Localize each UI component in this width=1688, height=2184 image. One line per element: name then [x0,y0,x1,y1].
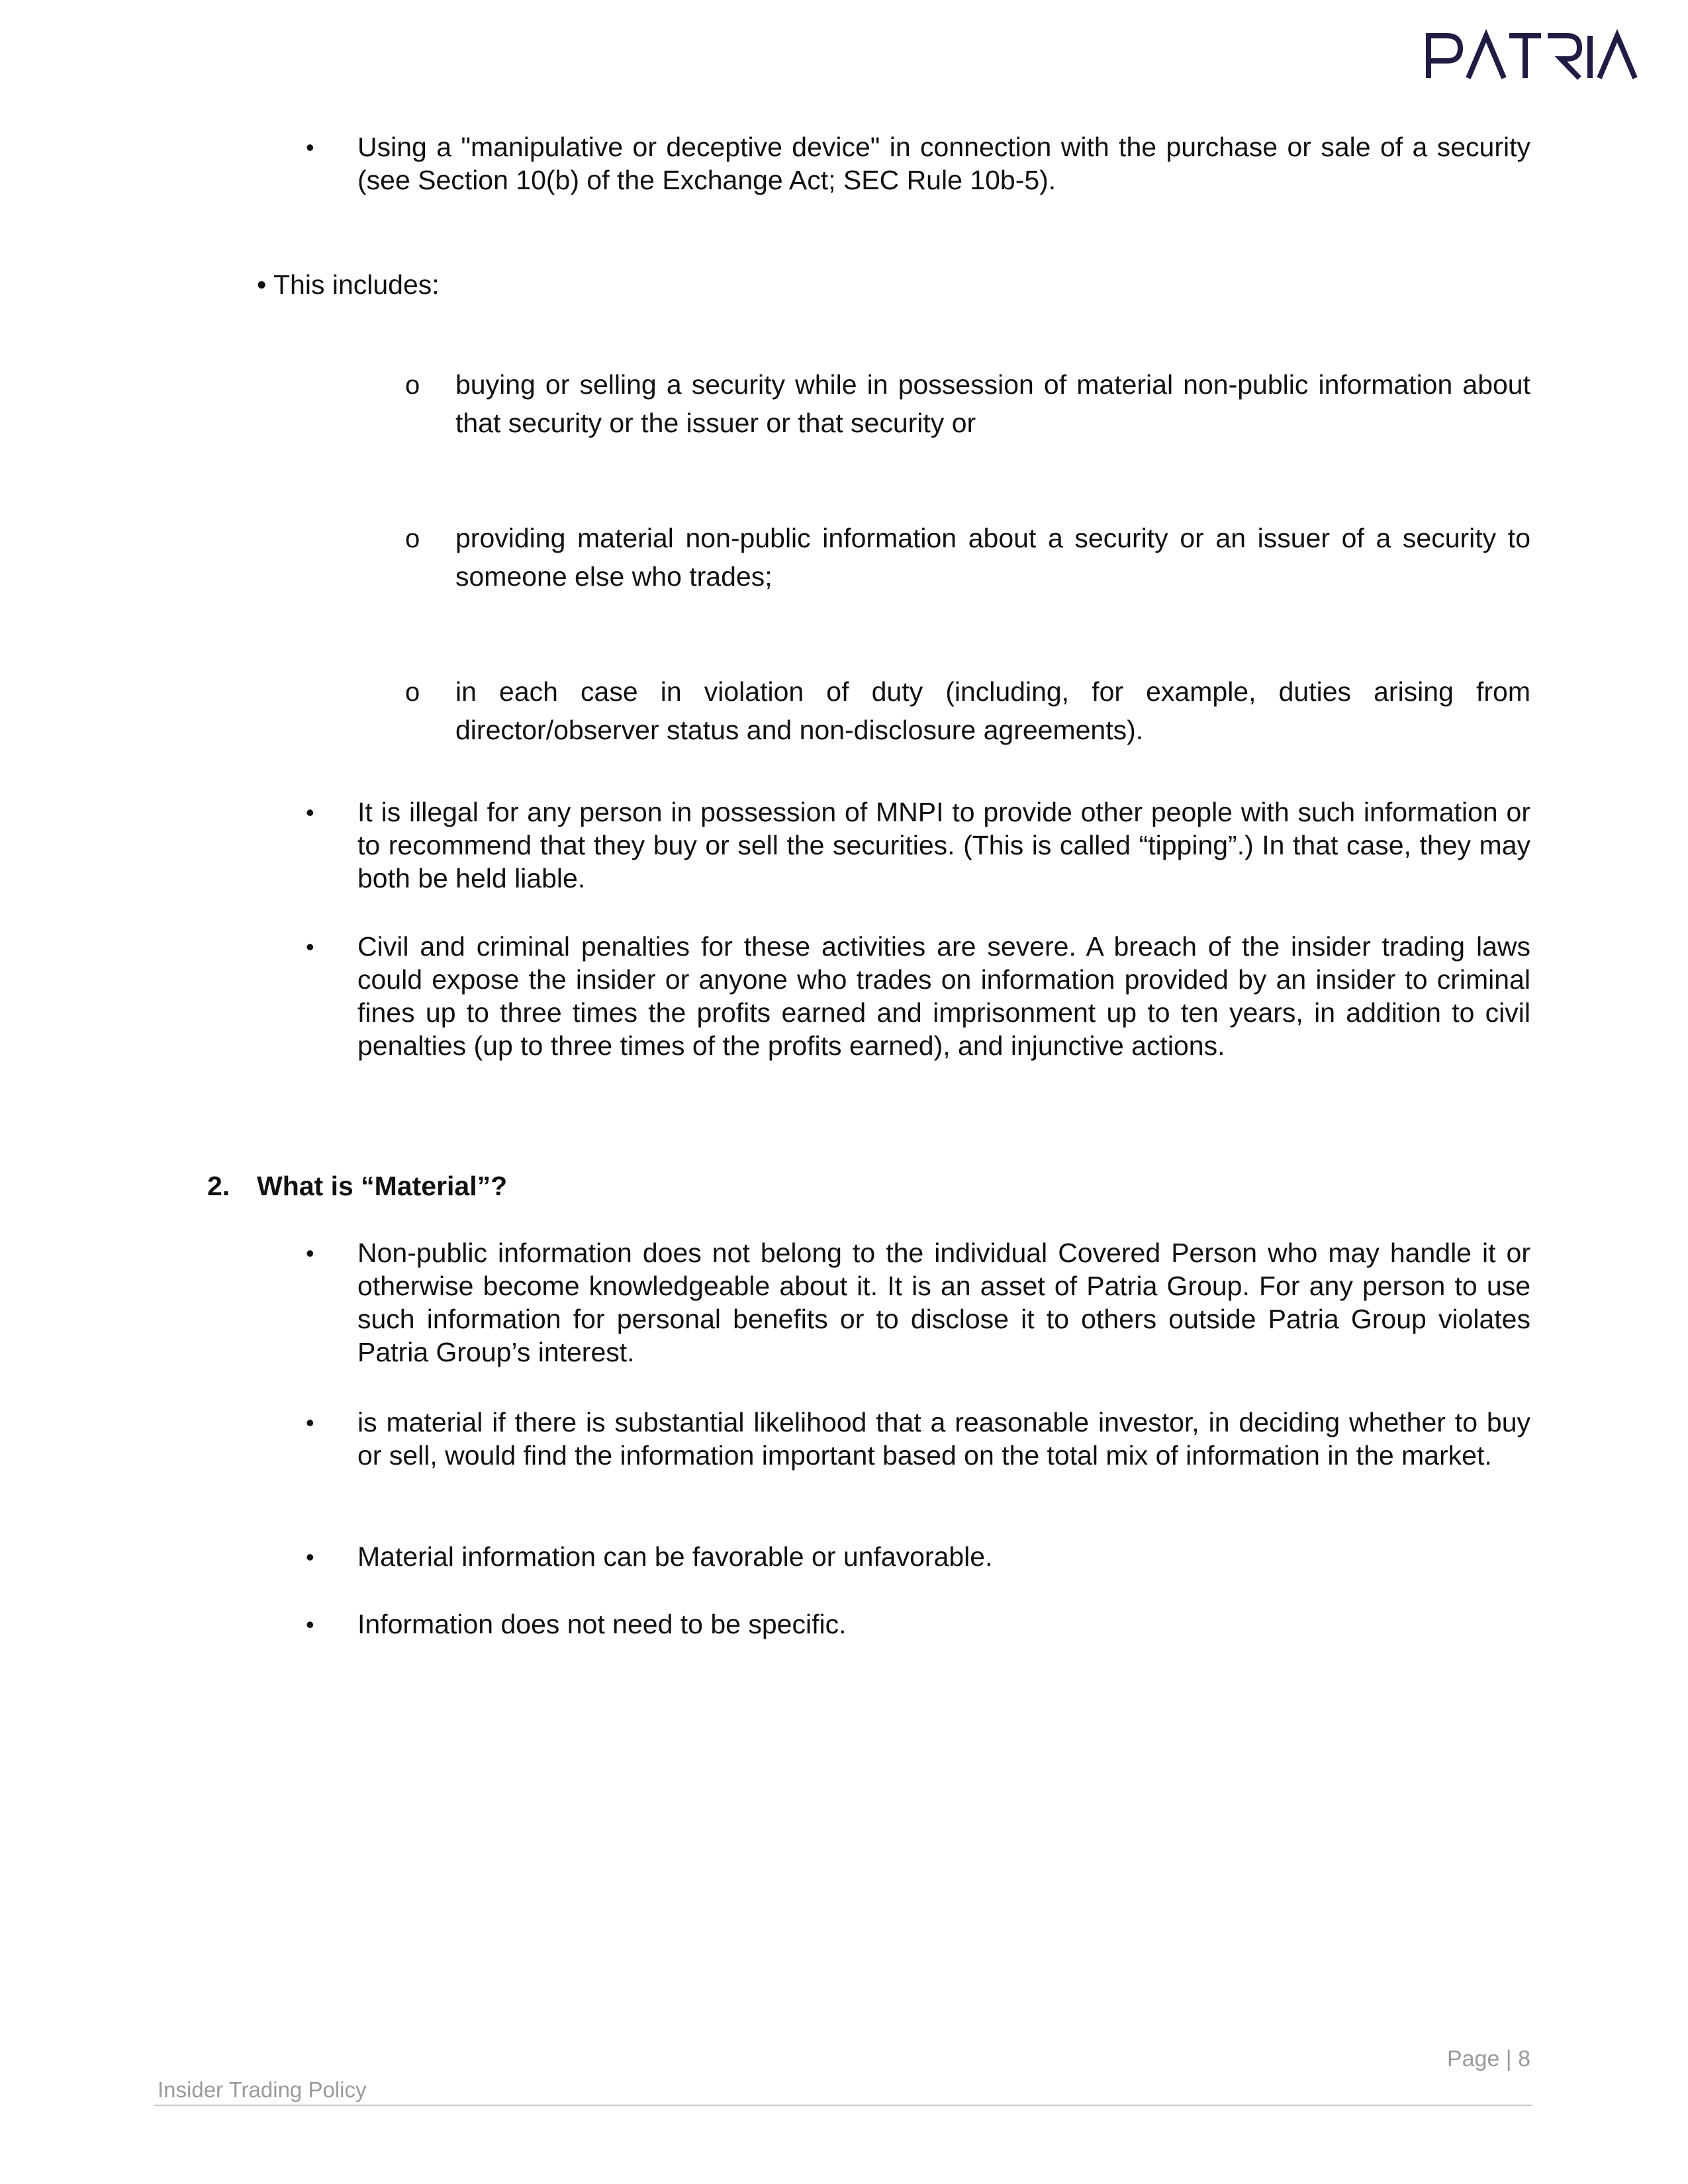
bullet-text-tipping: It is illegal for any person in possession of MNPI to provide other people with such information or to recommend that they buy or sell the securities. (This is called “tipping”.) In that case, they may both be held liable. [357,797,1530,893]
footer-divider [154,2105,1532,2106]
sub-marker-icon: o [405,371,420,400]
patria-logo-mark [1423,29,1642,82]
section-title: What is “Material”? [257,1171,508,1201]
sub-item-text: providing material non-public information about a security or an issuer of a security to someone else who trades; [455,523,1530,592]
bullet-icon: • [306,1543,314,1570]
sub-item-text: buying or selling a security while in possession of material non-public information about that security or the issuer or that security or [455,369,1530,438]
includes-label: • This includes: [257,269,440,300]
bullet-icon: • [306,134,314,161]
sub-item-text: in each case in violation of duty (including, for example, duties arising from director/observer status and non-disclosure agreements). [455,676,1530,745]
patria-logo [1423,29,1642,82]
bullet-icon: • [306,1409,314,1436]
bullet-text-nonpublic: Non-public information does not belong to the individual Covered Person who may handle it or otherwise become knowledgeable about it. It is an asset of Patria Group. For any person to use such information for personal benefits or to disclose it to others outside Patria Group violates Patria Group’s interest. [357,1238,1530,1367]
footer-doc-title: Insider Trading Policy [158,2077,367,2102]
bullet-text-material: is material if there is substantial likelihood that a reasonable investor, in deciding whether to buy or sell, would find the information important based on the total mix of information in the market. [357,1407,1530,1471]
bullet-text-specific: Information does not need to be specific. [357,1609,847,1639]
bullet-icon: • [306,933,314,960]
page-number: Page | 8 [1446,2046,1530,2071]
bullet-text-favorable: Material information can be favorable or unfavorable. [357,1541,993,1572]
section-number: 2. [207,1171,230,1201]
bullet-icon: • [306,799,314,826]
intro-bullet-text: Using a "manipulative or deceptive device" in connection with the purchase or sale of a security (see Section 10(b) of the Exchange Act; SEC Rule 10b-5). [357,132,1530,195]
bullet-text-penalties: Civil and criminal penalties for these activities are severe. A breach of the insider trading laws could expose the insider or anyone who trades on information provided by an insider to criminal fines up to three times the profits earned and imprisonment up to ten years, in addition to civil penalties (up to three times of the profits earned), and injunctive actions. [357,931,1530,1061]
sub-marker-icon: o [405,524,420,553]
bullet-icon: • [306,1240,314,1267]
sub-marker-icon: o [405,678,420,707]
bullet-icon: • [306,1611,314,1638]
